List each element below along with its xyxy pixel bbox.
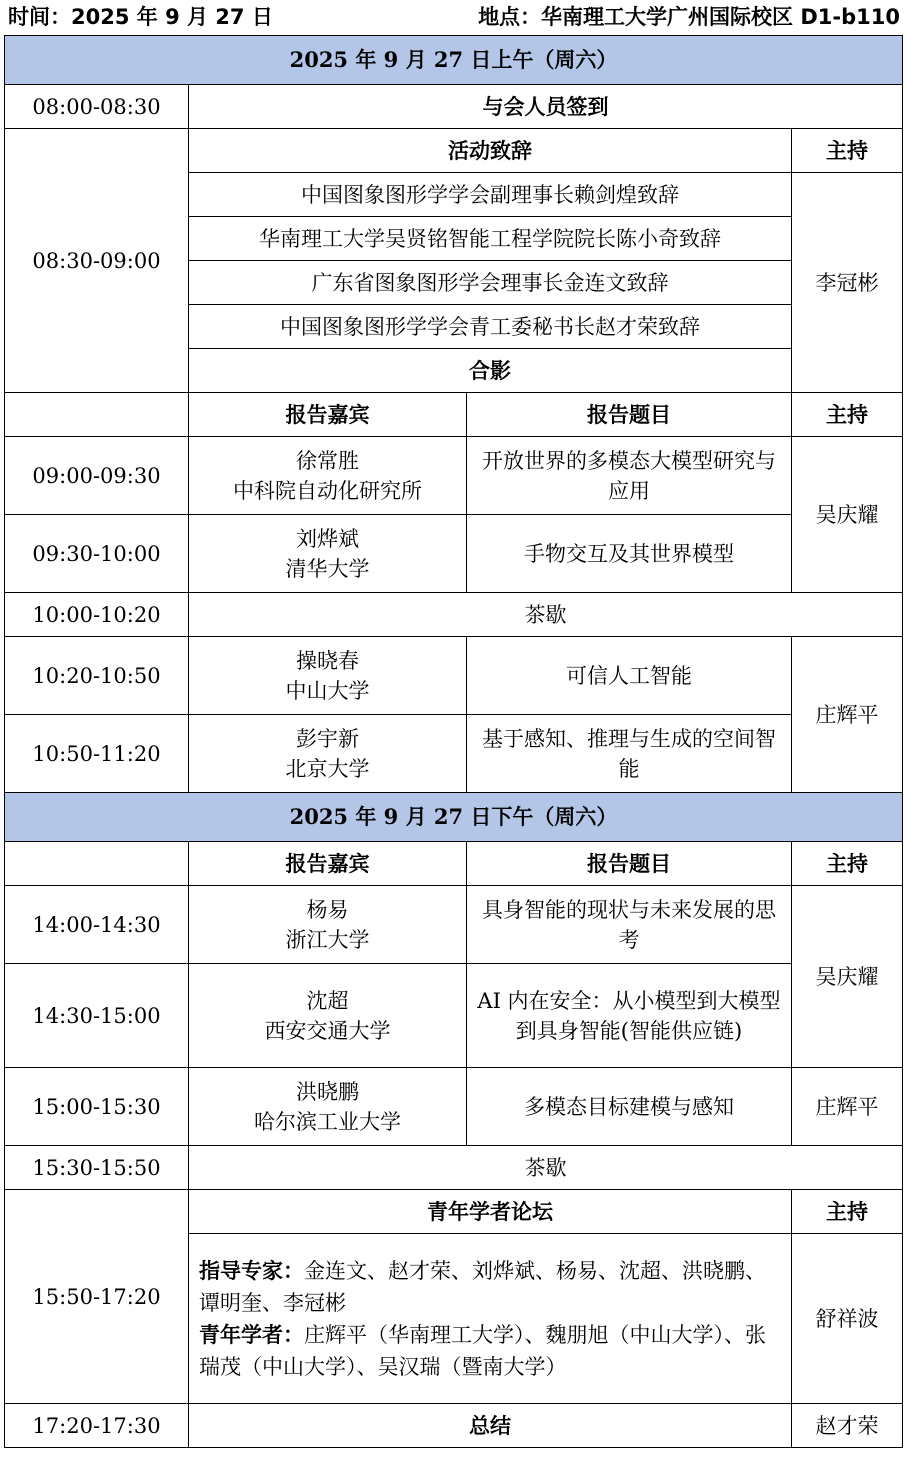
speaker-name: 刘烨斌 bbox=[296, 526, 359, 551]
column-header-row bbox=[5, 393, 903, 437]
speech-item: 广东省图象图形学会理事长金连文致辞 bbox=[189, 261, 792, 305]
signin-text: 与会人员签到 bbox=[189, 85, 903, 129]
speaker-org: 中科院自动化研究所 bbox=[233, 478, 422, 503]
afternoon-section-row bbox=[5, 793, 903, 842]
speaker-org: 浙江大学 bbox=[285, 927, 370, 952]
speech-item: 中国图象图形学学会青工委秘书长赵才荣致辞 bbox=[189, 305, 792, 349]
talk-row bbox=[5, 637, 903, 715]
topic-cell: 多模态目标建模与感知 bbox=[467, 1068, 792, 1146]
speaker-cell bbox=[189, 964, 467, 1068]
time-cell: 14:00-14:30 bbox=[5, 886, 189, 964]
speaker-cell bbox=[189, 715, 467, 793]
afternoon-title: 2025 年 9 月 27 日下午（周六） bbox=[5, 793, 903, 842]
opening-header: 活动致辞 bbox=[189, 129, 792, 173]
time-cell: 14:30-15:00 bbox=[5, 964, 189, 1068]
talk-row bbox=[5, 515, 903, 593]
host-header: 主持 bbox=[792, 1190, 903, 1234]
speaker-name: 沈超 bbox=[306, 988, 349, 1013]
time-cell: 10:00-10:20 bbox=[5, 593, 189, 637]
host-cell: 庄辉平 bbox=[792, 1068, 903, 1146]
scholars-label: 青年学者： bbox=[199, 1321, 304, 1347]
topic-cell: 具身智能的现状与未来发展的思考 bbox=[467, 886, 792, 964]
speaker-cell bbox=[189, 886, 467, 964]
speaker-org: 北京大学 bbox=[285, 756, 370, 781]
summary-row bbox=[5, 1404, 903, 1448]
host-header: 主持 bbox=[792, 393, 903, 437]
topic-cell: 可信人工智能 bbox=[467, 637, 792, 715]
group-photo: 合影 bbox=[189, 349, 792, 393]
morning-title: 2025 年 9 月 27 日上午（周六） bbox=[5, 36, 903, 85]
speaker-name: 彭宇新 bbox=[296, 726, 359, 751]
schedule-table bbox=[4, 35, 903, 1448]
time-cell: 08:00-08:30 bbox=[5, 85, 189, 129]
talk-row bbox=[5, 1068, 903, 1146]
topic-cell: 手物交互及其世界模型 bbox=[467, 515, 792, 593]
talk-row bbox=[5, 437, 903, 515]
speaker-cell bbox=[189, 437, 467, 515]
host-cell: 舒祥波 bbox=[792, 1234, 903, 1404]
summary-text: 总结 bbox=[189, 1404, 792, 1448]
speaker-cell bbox=[189, 515, 467, 593]
time-cell: 09:00-09:30 bbox=[5, 437, 189, 515]
topic-cell: 基于感知、推理与生成的空间智能 bbox=[467, 715, 792, 793]
opening-header-row bbox=[5, 129, 903, 173]
host-cell: 吴庆耀 bbox=[792, 886, 903, 1068]
host-header: 主持 bbox=[792, 129, 903, 173]
time-cell: 15:30-15:50 bbox=[5, 1146, 189, 1190]
time-cell: 10:20-10:50 bbox=[5, 637, 189, 715]
break-text: 茶歇 bbox=[189, 1146, 903, 1190]
speaker-org: 中山大学 bbox=[285, 678, 370, 703]
event-location: 地点：华南理工大学广州国际校区 D1-b110 bbox=[478, 5, 900, 29]
talk-row bbox=[5, 886, 903, 964]
empty-cell bbox=[5, 842, 189, 886]
speaker-cell bbox=[189, 637, 467, 715]
break-text: 茶歇 bbox=[189, 593, 903, 637]
speaker-org: 清华大学 bbox=[285, 556, 370, 581]
host-cell: 吴庆耀 bbox=[792, 437, 903, 593]
topic-cell: 开放世界的多模态大模型研究与应用 bbox=[467, 437, 792, 515]
talk-row bbox=[5, 964, 903, 1068]
speaker-name: 徐常胜 bbox=[296, 448, 359, 473]
time-cell: 09:30-10:00 bbox=[5, 515, 189, 593]
host-cell: 庄辉平 bbox=[792, 637, 903, 793]
forum-participants bbox=[189, 1234, 792, 1404]
speech-item: 华南理工大学吴贤铭智能工程学院院长陈小奇致辞 bbox=[189, 217, 792, 261]
speaker-name: 操晓春 bbox=[296, 648, 359, 673]
morning-section-row bbox=[5, 36, 903, 85]
host-cell: 赵才荣 bbox=[792, 1404, 903, 1448]
topic-cell: AI 内在安全：从小模型到大模型到具身智能(智能供应链) bbox=[467, 964, 792, 1068]
topic-header: 报告题目 bbox=[467, 393, 792, 437]
experts-label: 指导专家： bbox=[199, 1257, 304, 1283]
speaker-org: 西安交通大学 bbox=[264, 1018, 391, 1043]
break-row bbox=[5, 593, 903, 637]
signin-row bbox=[5, 85, 903, 129]
forum-header-row bbox=[5, 1190, 903, 1234]
speaker-org: 哈尔滨工业大学 bbox=[254, 1109, 401, 1134]
speaker-name: 杨易 bbox=[306, 897, 349, 922]
event-time: 时间：2025 年 9 月 27 日 bbox=[8, 5, 273, 29]
experts-list: 金连文、赵才荣、刘烨斌、杨易、沈超、洪晓鹏、谭明奎、李冠彬 bbox=[199, 1258, 766, 1315]
topic-header: 报告题目 bbox=[467, 842, 792, 886]
time-cell: 17:20-17:30 bbox=[5, 1404, 189, 1448]
talk-row bbox=[5, 715, 903, 793]
guest-header: 报告嘉宾 bbox=[189, 842, 467, 886]
speaker-name: 洪晓鹏 bbox=[296, 1079, 359, 1104]
speaker-cell bbox=[189, 1068, 467, 1146]
time-cell: 08:30-09:00 bbox=[5, 129, 189, 393]
guest-header: 报告嘉宾 bbox=[189, 393, 467, 437]
break-row bbox=[5, 1146, 903, 1190]
scholars-list: 庄辉平（华南理工大学）、魏朋旭（中山大学）、张瑞茂（中山大学）、吴汉瑞（暨南大学） bbox=[199, 1322, 766, 1379]
time-cell: 15:50-17:20 bbox=[5, 1190, 189, 1404]
time-cell: 15:00-15:30 bbox=[5, 1068, 189, 1146]
speech-item: 中国图象图形学学会副理事长赖剑煌致辞 bbox=[189, 173, 792, 217]
host-header: 主持 bbox=[792, 842, 903, 886]
host-cell: 李冠彬 bbox=[792, 173, 903, 393]
empty-cell bbox=[5, 393, 189, 437]
column-header-row bbox=[5, 842, 903, 886]
forum-header: 青年学者论坛 bbox=[189, 1190, 792, 1234]
time-cell: 10:50-11:20 bbox=[5, 715, 189, 793]
schedule-header bbox=[8, 2, 900, 32]
